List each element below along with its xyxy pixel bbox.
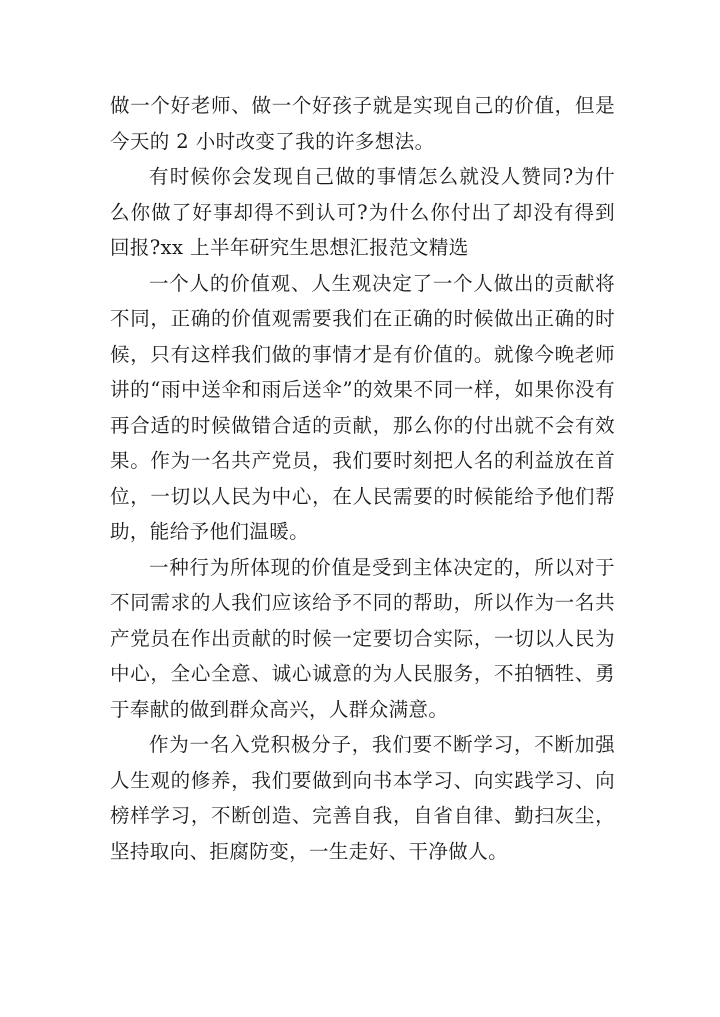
document-body bbox=[110, 88, 615, 869]
paragraph-3: 一个人的价值观、人生观决定了一个人做出的贡献将不同，正确的价值观需要我们在正确的时候做出正确的时候，只有这样我们做的事情才是有价值的。就像今晚老师讲的“雨中送伞和雨后送伞”的效果不同一样，如果你没有再合适的时候做错合适的贡献，那么你的付出就不会有效果。作为一名共产党员，我们要时刻把人名的利益放在首位，一切以人民为中心，在人民需要的时候能给予他们帮助，能给予他们温暖。 bbox=[110, 271, 615, 543]
paragraph-1: 做一个好老师、做一个好孩子就是实现自己的价值，但是今天的 2 小时改变了我的许多想法。 bbox=[110, 94, 615, 153]
paragraph-5: 作为一名入党积极分子，我们要不断学习，不断加强人生观的修养，我们要做到向书本学习、向实践学习、向榜样学习，不断创造、完善自我，自省自律、勤扫灰尘，坚持取向、拒腐防变，一生走好、干净做人。 bbox=[110, 733, 615, 863]
paragraph-4: 一种行为所体现的价值是受到主体决定的，所以对于不同需求的人我们应该给予不同的帮助，所以作为一名共产党员在作出贡献的时候一定要切合实际，一切以人民为中心，全心全意、诚心诚意的为人民服务，不拍牺牲、勇于奉献的做到群众高兴，人群众满意。 bbox=[110, 555, 615, 721]
paragraph-2: 有时候你会发现自己做的事情怎么就没人赞同?为什么你做了好事却得不到认可?为什么你付出了却没有得到回报?xx 上半年研究生思想汇报范文精选 bbox=[110, 165, 615, 259]
